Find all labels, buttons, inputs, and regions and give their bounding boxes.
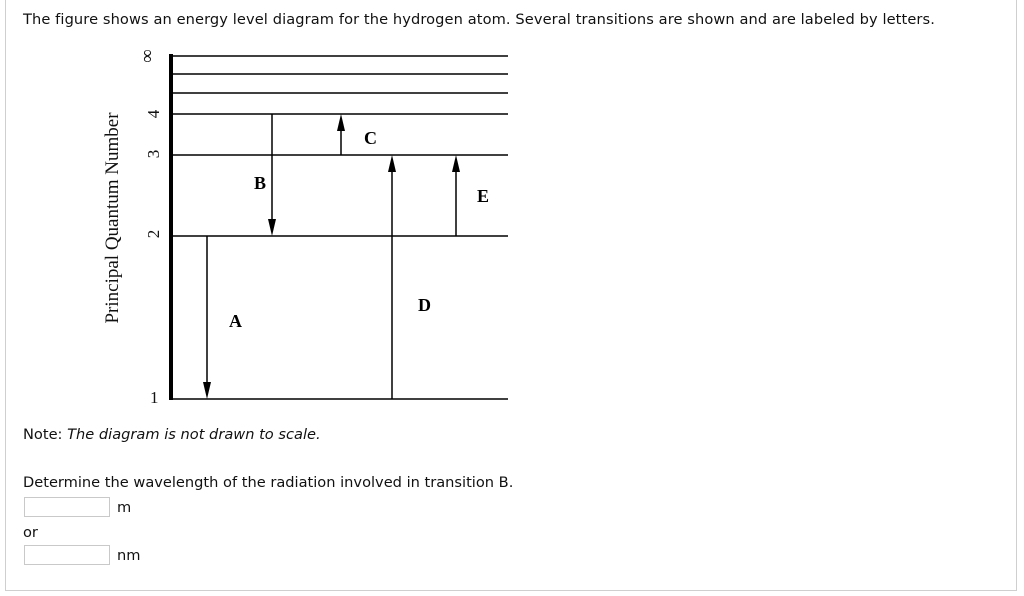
diagram-note — [23, 426, 321, 443]
level-label-inf: ∞ — [137, 49, 158, 63]
transition-e-arrow — [452, 155, 460, 236]
axis-label: Principal Quantum Number — [102, 112, 123, 324]
answer-meters-input[interactable] — [24, 497, 110, 517]
level-label-3: 3 — [144, 149, 163, 159]
level-label-2: 2 — [144, 229, 163, 239]
transition-a-arrow — [203, 236, 211, 399]
intro-text: The figure shows an energy level diagram for the hydrogen atom. Several transitions are shown and are labeled by letters. — [23, 11, 935, 28]
transition-label-d: D — [418, 295, 431, 315]
transition-label-c: C — [364, 128, 377, 148]
transition-c-arrow — [337, 114, 345, 155]
note-text: The diagram is not drawn to scale. — [67, 426, 321, 443]
transition-label-b: B — [254, 173, 267, 193]
transition-d-arrow — [388, 155, 396, 399]
level-label-4: 4 — [144, 109, 163, 119]
transition-label-e: E — [477, 186, 490, 206]
transition-b-arrow — [268, 114, 276, 236]
unit-meters: m — [117, 499, 132, 516]
question-text: Determine the wavelength of the radiation involved in transition B. — [23, 474, 514, 491]
level-label-1: 1 — [150, 388, 159, 407]
unit-nanometers: nm — [117, 547, 141, 564]
transition-label-a: A — [229, 311, 242, 331]
note-prefix: Note: — [23, 426, 68, 443]
answer-nanometers-input[interactable] — [24, 545, 110, 565]
or-text: or — [23, 524, 38, 541]
